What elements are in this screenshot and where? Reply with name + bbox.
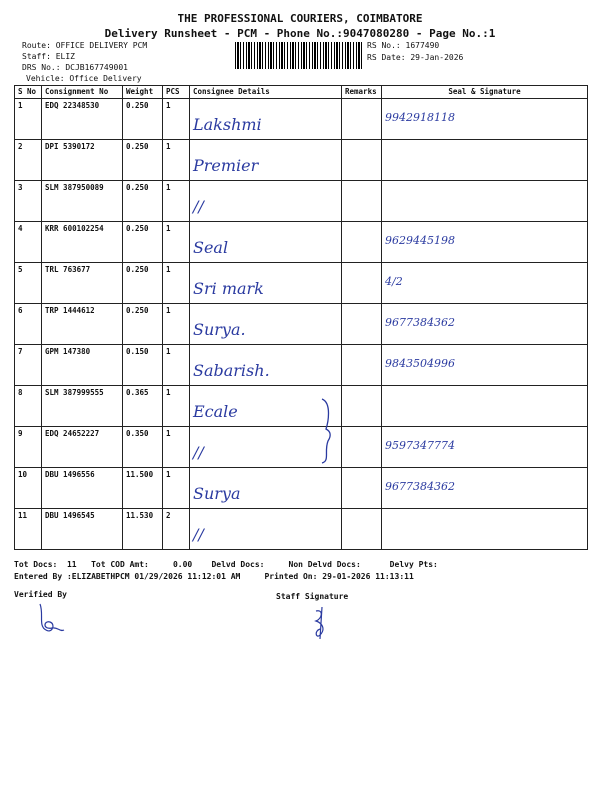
col-header-consignee: Consignee Details xyxy=(190,86,342,99)
row-consignment-no: SLM 387950089 xyxy=(42,181,123,222)
verified-by-label: Verified By xyxy=(14,590,67,599)
row-remarks xyxy=(342,427,382,468)
table-row xyxy=(15,181,588,222)
col-header-sno: S No xyxy=(15,86,42,99)
row-signature xyxy=(382,263,588,304)
route-text: Route: OFFICE DELIVERY PCM xyxy=(22,41,148,50)
row-weight: 0.250 xyxy=(123,263,163,304)
row-signature xyxy=(382,509,588,550)
handwritten-signature xyxy=(385,142,584,152)
row-sno: 4 xyxy=(15,222,42,263)
row-sno: 8 xyxy=(15,386,42,427)
row-remarks xyxy=(342,386,382,427)
row-consignee xyxy=(190,263,342,304)
row-signature xyxy=(382,468,588,509)
row-remarks xyxy=(342,468,382,509)
runsheet-table xyxy=(14,85,588,550)
row-weight: 0.350 xyxy=(123,427,163,468)
row-sno: 7 xyxy=(15,345,42,386)
row-remarks xyxy=(342,509,382,550)
row-sno: 11 xyxy=(15,509,42,550)
row-consignee xyxy=(190,222,342,263)
handwritten-signature: 9942918118 xyxy=(385,111,455,124)
row-sno: 2 xyxy=(15,140,42,181)
row-weight: 11.530 xyxy=(123,509,163,550)
handwritten-signature: 9597347774 xyxy=(385,439,455,452)
row-signature xyxy=(382,304,588,345)
row-pcs: 1 xyxy=(163,304,190,345)
row-signature xyxy=(382,140,588,181)
row-sno: 5 xyxy=(15,263,42,304)
col-header-pcs: PCS xyxy=(163,86,190,99)
row-consignee xyxy=(190,140,342,181)
row-remarks xyxy=(342,304,382,345)
row-pcs: 1 xyxy=(163,222,190,263)
row-weight: 11.500 xyxy=(123,468,163,509)
vehicle-text: Vehicle: Office Delivery xyxy=(26,74,142,83)
brace-mark xyxy=(318,395,336,465)
row-consignment-no: EDQ 24652227 xyxy=(42,427,123,468)
row-consignment-no: EDQ 22348530 xyxy=(42,99,123,140)
totals-line: Tot Docs: 11 Tot COD Amt: 0.00 Delvd Docs: Non Delvd Docs: Delvy Pts: xyxy=(14,560,438,569)
row-consignee xyxy=(190,345,342,386)
row-consignment-no: DBU 1496545 xyxy=(42,509,123,550)
staff-text: Staff: ELIZ xyxy=(22,52,75,61)
table-row xyxy=(15,140,588,181)
row-pcs: 2 xyxy=(163,509,190,550)
row-signature xyxy=(382,427,588,468)
row-signature xyxy=(382,345,588,386)
handwritten-consignee: // xyxy=(193,443,204,462)
handwritten-consignee: Surya xyxy=(193,484,241,503)
row-consignee xyxy=(190,99,342,140)
row-sno: 9 xyxy=(15,427,42,468)
handwritten-signature xyxy=(385,183,584,193)
row-pcs: 1 xyxy=(163,263,190,304)
row-weight: 0.365 xyxy=(123,386,163,427)
handwritten-consignee: Sabarish. xyxy=(193,361,270,380)
row-consignee xyxy=(190,468,342,509)
row-weight: 0.250 xyxy=(123,99,163,140)
row-signature xyxy=(382,222,588,263)
row-remarks xyxy=(342,181,382,222)
runsheet-title: Delivery Runsheet - PCM - Phone No.:9047080280 - Page No.:1 xyxy=(104,27,496,40)
row-pcs: 1 xyxy=(163,345,190,386)
table-row xyxy=(15,222,588,263)
row-signature xyxy=(382,99,588,140)
col-header-consignment: Consignment No xyxy=(42,86,123,99)
row-pcs: 1 xyxy=(163,386,190,427)
handwritten-consignee: Surya. xyxy=(193,320,246,339)
col-header-signature: Seal & Signature xyxy=(382,86,588,99)
row-remarks xyxy=(342,345,382,386)
table-row xyxy=(15,427,588,468)
table-row xyxy=(15,345,588,386)
row-remarks xyxy=(342,222,382,263)
rs-date: RS Date: 29-Jan-2026 xyxy=(367,53,464,62)
table-row xyxy=(15,304,588,345)
row-consignment-no: GPM 147380 xyxy=(42,345,123,386)
table-row xyxy=(15,386,588,427)
row-consignee xyxy=(190,181,342,222)
table-row xyxy=(15,99,588,140)
rs-number: RS No.: 1677490 xyxy=(367,41,440,50)
verifier-signature-scribble xyxy=(30,600,70,636)
row-sno: 6 xyxy=(15,304,42,345)
row-weight: 0.250 xyxy=(123,304,163,345)
row-consignment-no: DBU 1496556 xyxy=(42,468,123,509)
row-consignment-no: DPI 5390172 xyxy=(42,140,123,181)
staff-signature-label: Staff Signature xyxy=(276,592,349,601)
row-consignment-no: TRL 763677 xyxy=(42,263,123,304)
row-pcs: 1 xyxy=(163,181,190,222)
row-signature xyxy=(382,181,588,222)
table-header-row xyxy=(15,86,588,99)
handwritten-signature: 9677384362 xyxy=(385,480,455,493)
row-weight: 0.250 xyxy=(123,140,163,181)
row-consignment-no: TRP 1444612 xyxy=(42,304,123,345)
row-pcs: 1 xyxy=(163,140,190,181)
handwritten-consignee: // xyxy=(193,197,204,216)
company-name: THE PROFESSIONAL COURIERS, COIMBATORE xyxy=(177,12,423,25)
row-consignment-no: KRR 600102254 xyxy=(42,222,123,263)
table-row xyxy=(15,509,588,550)
entered-by-line: Entered By :ELIZABETHPCM 01/29/2026 11:12:01 AM Printed On: 29-01-2026 11:13:11 xyxy=(14,572,414,581)
handwritten-consignee: // xyxy=(193,525,204,544)
handwritten-consignee: Sri mark xyxy=(193,279,264,298)
row-sno: 3 xyxy=(15,181,42,222)
row-pcs: 1 xyxy=(163,427,190,468)
barcode xyxy=(235,42,363,69)
handwritten-signature: 9677384362 xyxy=(385,316,455,329)
handwritten-signature: 4/2 xyxy=(385,275,403,288)
handwritten-consignee: Seal xyxy=(193,238,229,257)
row-weight: 0.150 xyxy=(123,345,163,386)
handwritten-consignee: Premier xyxy=(193,156,259,175)
table-row xyxy=(15,263,588,304)
drs-number: DRS No.: DCJB167749001 xyxy=(22,63,128,72)
row-weight: 0.250 xyxy=(123,222,163,263)
col-header-weight: Weight xyxy=(123,86,163,99)
row-signature xyxy=(382,386,588,427)
row-remarks xyxy=(342,140,382,181)
handwritten-signature xyxy=(385,388,584,398)
handwritten-signature: 9843504996 xyxy=(385,357,455,370)
row-sno: 1 xyxy=(15,99,42,140)
row-pcs: 1 xyxy=(163,468,190,509)
row-consignment-no: SLM 387999555 xyxy=(42,386,123,427)
row-weight: 0.250 xyxy=(123,181,163,222)
row-pcs: 1 xyxy=(163,99,190,140)
col-header-remarks: Remarks xyxy=(342,86,382,99)
handwritten-signature xyxy=(385,511,584,521)
handwritten-consignee: Ecale xyxy=(193,402,238,421)
row-consignee xyxy=(190,509,342,550)
row-remarks xyxy=(342,99,382,140)
row-consignee xyxy=(190,304,342,345)
handwritten-signature: 9629445198 xyxy=(385,234,455,247)
table-row xyxy=(15,468,588,509)
row-remarks xyxy=(342,263,382,304)
staff-signature-scribble xyxy=(308,605,338,641)
handwritten-consignee: Lakshmi xyxy=(193,115,262,134)
row-sno: 10 xyxy=(15,468,42,509)
